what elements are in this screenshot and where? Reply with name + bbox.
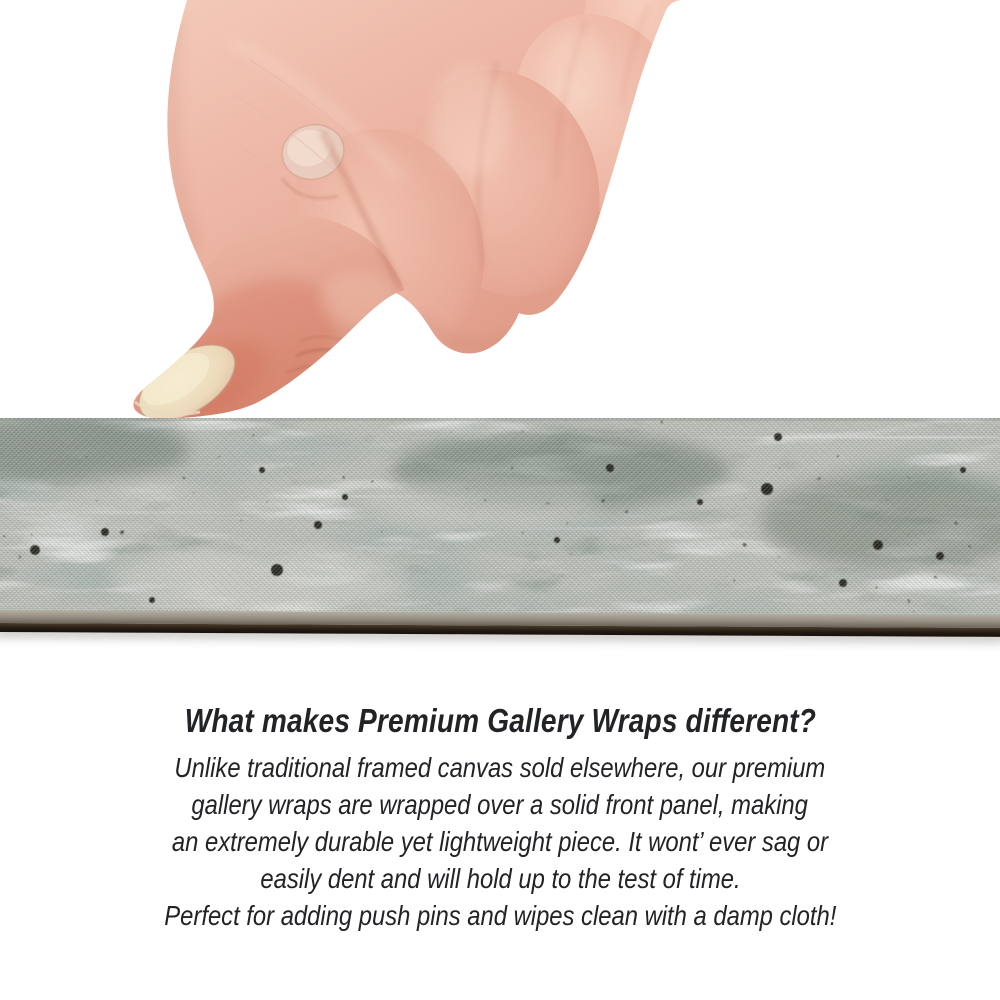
caption-heading-text: What makes Premium Gallery Wraps different? [184, 702, 816, 739]
caption-line-text: easily dent and will hold up to the test of time. [259, 863, 741, 894]
canvas-weave-overlay [0, 418, 1000, 622]
caption-line [0, 749, 1000, 786]
caption-line-text: an extremely durable yet lightweight piece. It wont’ ever sag or [171, 826, 829, 857]
caption-line-text: Perfect for adding push pins and wipes clean with a damp cloth! [163, 900, 837, 931]
caption-line [0, 897, 1000, 934]
canvas-wrap-edge [0, 610, 1000, 637]
caption-line [0, 823, 1000, 860]
hand-pressing-photo [0, 0, 1000, 420]
caption-line-text: Unlike traditional framed canvas sold elsewhere, our premium [174, 752, 826, 783]
caption-heading [0, 699, 1000, 743]
knuckle-sheen [430, 65, 510, 175]
caption-line [0, 860, 1000, 897]
finger-sheen [320, 272, 400, 328]
knuckle-sheen [545, 30, 605, 110]
caption-line [0, 786, 1000, 823]
caption-line-text: gallery wraps are wrapped over a solid front panel, making [191, 789, 809, 820]
hand-illustration [126, 0, 758, 420]
caption-block [0, 699, 1000, 934]
canvas-edge-photo [0, 418, 1000, 622]
